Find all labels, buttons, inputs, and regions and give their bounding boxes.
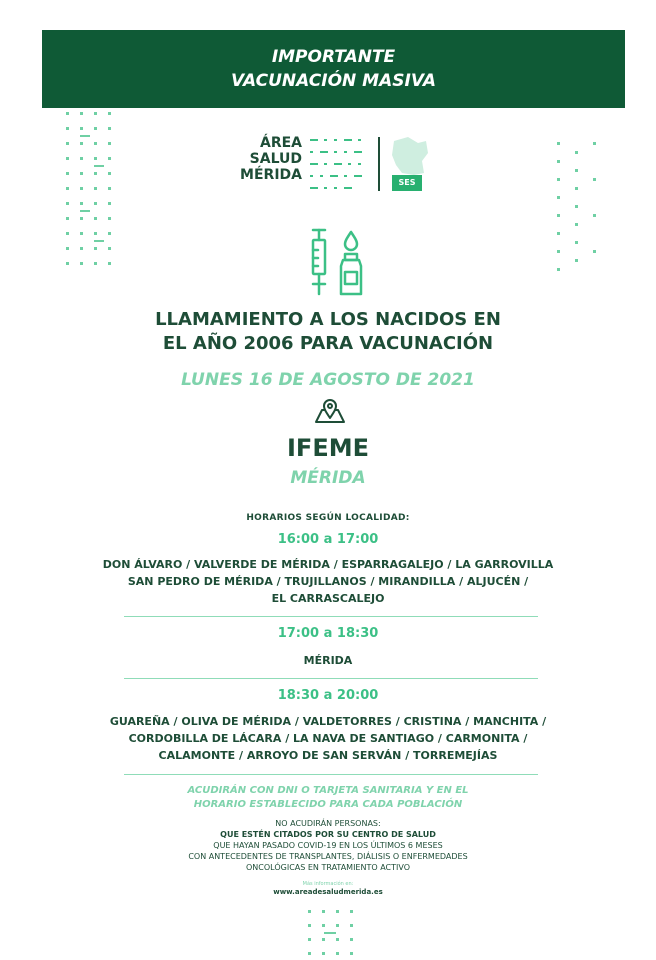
syringe-vial-icon [305, 228, 365, 298]
slot-1-line-3: EL CARRASCALEJO [271, 592, 385, 605]
call-line-2: EL AÑO 2006 PARA VACUNACIÓN [162, 333, 494, 354]
separator-line [124, 678, 538, 679]
exclusion-item: QUE ESTÉN CITADOS POR SU CENTRO DE SALUD [220, 830, 436, 839]
note-line-1: ACUDIRÁN CON DNI O TARJETA SANITARIA Y EN EL [187, 785, 469, 796]
slot-3-line-3: CALAMONTE / ARROYO DE SAN SERVÁN / TORREMEJÍAS [158, 749, 498, 762]
exclusions-block [0, 818, 656, 873]
slot-2-towns [0, 652, 656, 669]
logo-line-3: MÉRIDA [240, 167, 302, 183]
logo-line-2: SALUD [249, 151, 302, 167]
exclusion-item: ONCOLÓGICAS EN TRATAMIENTO ACTIVO [246, 863, 410, 872]
logo-line-1: ÁREA [259, 135, 302, 151]
venue-city: MÉRIDA [290, 468, 366, 488]
note-line-2: HORARIO ESTABLECIDO PARA CADA POBLACIÓN [193, 799, 463, 810]
venue-name: IFEME [287, 434, 369, 462]
slot-3-line-1: GUAREÑA / OLIVA DE MÉRIDA / VALDETORRES / CRISTINA / MANCHITA / [109, 715, 547, 728]
call-line-1: LLAMAMIENTO A LOS NACIDOS EN [155, 309, 501, 330]
slot-2-time: 17:00 a 18:30 [277, 626, 379, 641]
more-info-label: Más información en: [302, 881, 354, 887]
logo-text [236, 135, 302, 183]
slot-1-towns [0, 556, 656, 607]
header-banner [42, 30, 625, 108]
logo-divider [378, 137, 380, 191]
slot-1-time: 16:00 a 17:00 [277, 532, 379, 547]
dot-pattern-bottom [306, 908, 358, 960]
schedule-title: HORARIOS SEGÚN LOCALIDAD: [246, 513, 410, 523]
slot-3-towns [0, 713, 656, 764]
ses-badge: SES [392, 175, 422, 191]
slot-3-line-2: CORDOBILLA DE LÁCARA / LA NAVA DE SANTIAGO / CARMONITA / [128, 732, 528, 745]
event-date: LUNES 16 DE AGOSTO DE 2021 [181, 370, 475, 390]
call-heading [0, 308, 656, 356]
map-pin-icon [314, 396, 346, 424]
separator-line [124, 616, 538, 617]
slot-2-line-1: MÉRIDA [303, 654, 353, 667]
slot-1-line-2: SAN PEDRO DE MÉRIDA / TRUJILLANOS / MIRANDILLA / ALJUCÉN / [127, 575, 529, 588]
banner-line-1: IMPORTANTE [271, 47, 396, 67]
dot-pattern-right [555, 140, 605, 280]
website-link[interactable]: www.areadesaludmerida.es [273, 888, 383, 896]
slot-1-line-1: DON ÁLVARO / VALVERDE DE MÉRIDA / ESPARRAGALEJO / LA GARROVILLA [102, 558, 554, 571]
area-salud-merida-logo [236, 135, 436, 195]
banner-line-2: VACUNACIÓN MASIVA [231, 71, 436, 91]
logo-dot-grid-icon [310, 137, 366, 189]
exclusion-item: CON ANTECEDENTES DE TRANSPLANTES, DIÁLISIS O ENFERMEDADES [188, 852, 468, 861]
slot-3-time: 18:30 a 20:00 [277, 688, 379, 703]
exclusions-title: NO ACUDIRÁN PERSONAS: [275, 819, 381, 828]
requirements-note [0, 784, 656, 812]
exclusion-item: QUE HAYAN PASADO COVID-19 EN LOS ÚLTIMOS 6 MESES [213, 841, 443, 850]
separator-line [124, 774, 538, 775]
dot-pattern-left [64, 110, 120, 275]
